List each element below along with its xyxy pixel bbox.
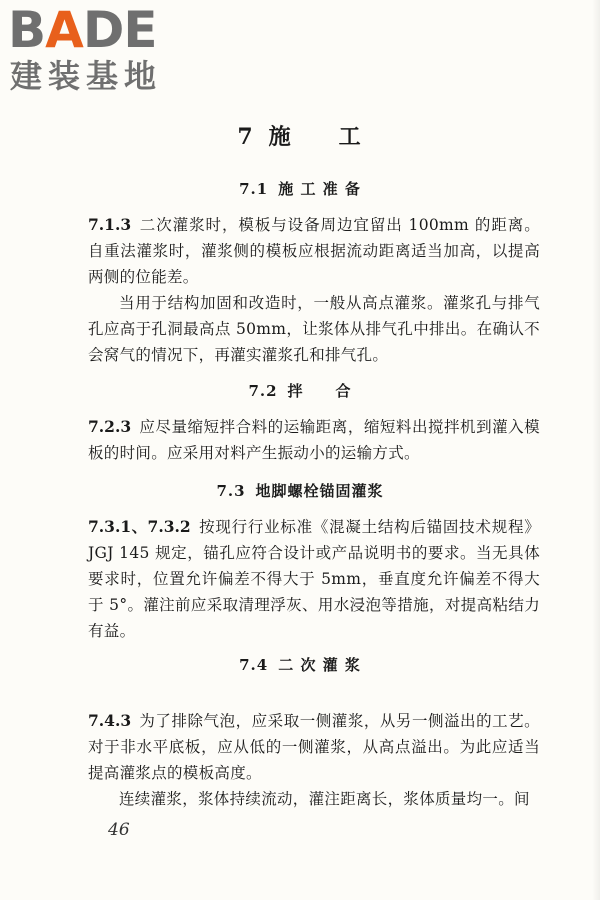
page-number: 46 [108, 820, 130, 840]
paragraph-7-3-1 [88, 514, 540, 644]
paragraph-text: 按现行行业标准《混凝土结构后锚固技术规程》JGJ 145 规定，锚孔应符合设计或产品说明书的要求。当无具体要求时，位置允许偏差不得大于 5mm，垂直度允许偏差不得大于 5°。灌注前应采取清理浮灰、用水浸泡等措施，对提高粘结力有益。 [88, 518, 540, 640]
paragraph-7-1-3 [88, 212, 540, 290]
paragraph-7-1-3-cont [88, 290, 540, 368]
section-heading-7-2: 7.2 拌 合 [248, 382, 352, 400]
clause-number: 7.1.3 [88, 215, 132, 234]
section-heading-7-3: 7.3 地脚螺栓锚固灌浆 [216, 482, 384, 500]
logo-wordmark: BADE [8, 1, 157, 59]
paragraph-text: 连续灌浆，浆体持续流动，灌注距离长，浆体质量均一。间 [119, 790, 530, 808]
chapter-word-2: 工 [338, 124, 363, 150]
clause-number: 7.2.3 [88, 417, 132, 436]
paragraph-text: 当用于结构加固和改造时，一般从高点灌浆。灌浆孔与排气孔应高于孔洞最高点 50mm，让浆体从排气孔中排出。在确认不会窝气的情况下，再灌实灌浆孔和排气孔。 [88, 294, 540, 364]
section-heading-7-1: 7.1 施 工 准 备 [239, 180, 361, 198]
clause-number: 7.3.1、7.3.2 [88, 517, 191, 536]
paragraph-7-4-3-cont [88, 786, 540, 812]
clause-number: 7.4.3 [88, 711, 132, 730]
logo-subtitle: 建装基地 [10, 57, 163, 95]
paragraph-text: 二次灌浆时，模板与设备周边宜留出 100mm 的距离。自重法灌浆时，灌浆侧的模板应根据流动距离适当加高，以提高两侧的位能差。 [88, 216, 540, 286]
section-heading-7-4: 7.4 二 次 灌 浆 [239, 656, 361, 674]
paragraph-text: 为了排除气泡，应采取一侧灌浆，从另一侧溢出的工艺。对于非水平底板，应从低的一侧灌浆，从高点溢出。为此应适当提高灌浆点的模板高度。 [88, 712, 540, 782]
chapter-word-1: 施 [268, 124, 293, 150]
paragraph-7-4-3 [88, 708, 540, 786]
paragraph-7-2-3 [88, 414, 540, 466]
chapter-number: 7 [237, 124, 255, 150]
chapter-title [0, 120, 600, 151]
paragraph-text: 应尽量缩短拌合料的运输距离，缩短料出搅拌机到灌入模板的时间。应采用对料产生振动小的运输方式。 [88, 418, 540, 462]
bade-logo [8, 2, 188, 97]
